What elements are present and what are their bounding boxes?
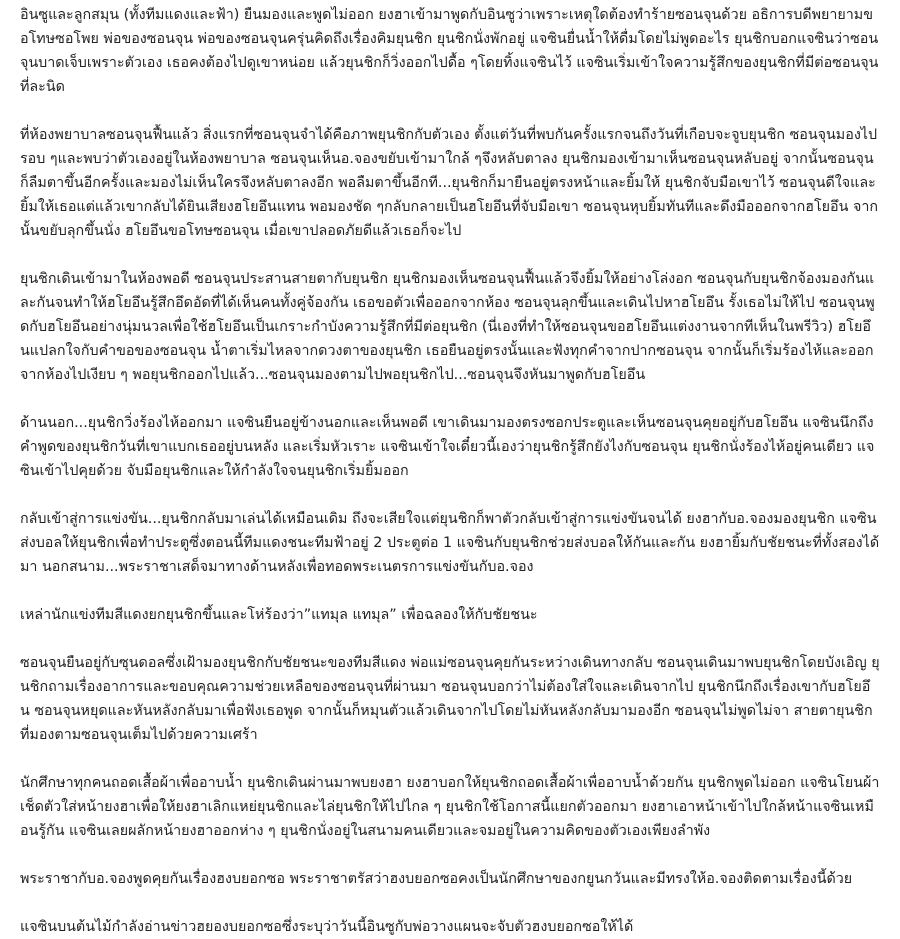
paragraph-6: เหล่านักแข่งทีมสีแดงยกยุนชิกขึ้นและโห่ร้องว่า”แทมุล แทมุล” เพื่อฉลองให้กับชัยชนะ (20, 607, 538, 623)
paragraph-2: ที่ห้องพยาบาลซอนจุนฟื้นแล้ว สิ่งแรกที่ซอนจุนจำได้คือภาพยุนชิกกับตัวเอง ตั้งแต่วันที่พบกันครั้งแรกจนถึงวันที่เกือบจะจูบยุนชิก ซอนจุนมองไปรอบ ๆและพบว่าตัวเองอยู่ในห้องพยาบาล ซอนจุนเห็นอ.จองขยับเข้ามาใกล้ ๆจึงหลับตาลง ยุนชิกมองเข้ามาเห็นซอนจุนหลับอยู่ จากนั้นซอนจุนก็ลืมตาขึ้นอีกครั้งและมองไม่เห็นใครจึงหลับตาลงอีก พอลืมตาขึ้นอีกที...ยุนชิกก็มายืนอยู่ตรงหน้าและยิ้มให้ ยุนชิกจับมือเขาไว้ ซอนจุนดีใจและยิ้มให้เธอแต่แล้วเขากลับได้ยินเสียงฮโยอึนแทน พอมองชัด ๆกลับกลายเป็นฮโยอึนที่จับมือเขา ซอนจุนหุบยิ้มทันทีและดึงมือออกจากฮโยอึน จากนั้นขยับลุกขึ้นนั่ง ฮโยอึนขอโทษซอนจุน เมื่อเขาปลอดภัยดีแล้วเธอก็จะไป (20, 127, 879, 239)
paragraph-1: อินซูและลูกสมุน (ทั้งทีมแดงและฟ้า) ยืนมองและพูดไม่ออก ยงฮาเข้ามาพูดกับอินซูว่าเพราะเหตุใดต้องทำร้ายซอนจุนด้วย อธิการบดีพยายามขอโทษซอโพย พ่อของซอนจุน พ่อของซอนจุนครุ่นคิดถึงเรื่องคิมยุนชิก ยุนชิกนั่งพักอยู่ แจซินยื่นน้ำให้ดื่มโดยไม่พูดอะไร ยุนชิกบอกแจซินว่าซอนจุนบาดเจ็บเพราะตัวเอง เธอคงต้องไปดูเขาหน่อย แล้วยุนชิกก็วิ่งออกไปดื้อ ๆโดยทิ้งแจซินไว้ แจซินเริ่มเข้าใจความรู้สึกของยุนชิกที่มีต่อซอนจุนที่ละนิด (20, 7, 879, 95)
paragraph-7: ซอนจุนยืนอยู่กับซุนดอลซึ่งเฝ้ามองยุนชิกกับชัยชนะของทีมสีแดง พ่อแม่ซอนจุนคุยกันระหว่างเดินทางกลับ ซอนจุนเดินมาพบยุนชิกโดยบังเอิญ ยุนชิกถามเรื่องอาการและขอบคุณความช่วยเหลือของซอนจุนที่ผ่านมา ซอนจุนบอกว่าไม่ต้องใส่ใจและเดินจากไป ยุนชิกนึกถึงเรื่องเขากับฮโยอึน ซอนจุนหยุดและหันหลังกลับมาเพื่อฟังเธอพูด จากนั้นก็หมุนตัวแล้วเดินจากไปโดยไม่หันหลังกลับมามองอีก ซอนจุนไม่พูดไม่จา สายตายุนชิกที่มองตามซอนจุนเต็มไปด้วยความเศร้า (20, 655, 880, 743)
paragraph-8: นักศึกษาทุกคนถอดเสื้อผ้าเพื่ออาบน้ำ ยุนชิกเดินผ่านมาพบยงฮา ยงฮาบอกให้ยุนชิกถอดเสื้อผ้าเพื่ออาบน้ำด้วยกัน ยุนชิกพูดไม่ออก แจซินโยนผ้าเช็ดตัวใส่หน้ายงฮาเพื่อให้ยงฮาเลิกแหย่ยุนชิกและไล่ยุนชิกให้ไปไกล ๆ ยุนชิกใช้โอกาสนี้แยกตัวออกมา ยงฮาเอาหน้าเข้าไปใกล้หน้าแจซินเหมือนรู้กัน แจซินเลยผลักหน้ายงฮาออกห่าง ๆ ยุนชิกนั่งอยู่ในสนามคนเดียวและจมอยู่ในความคิดของตัวเองเพียงลำพัง (20, 775, 880, 839)
paragraph-10: แจซินบนต้นไม้กำลังอ่านข่าวฮยองบยอกซอซึ่งระบุว่าวันนี้อินซูกับพ่อวางแผนจะจับตัวฮงบยอกซอให้ได้ (20, 919, 634, 935)
paragraph-4: ด้านนอก...ยุนชิกวิ่งร้องไห้ออกมา แจซินยืนอยู่ข้างนอกและเห็นพอดี เขาเดินมามองตรงซอกประตูและเห็นซอนจุนคุยอยู่กับฮโยอึน แจซินนึกถึงคำพูดของยุนชิกวันที่เขาแบกเธออยู่บนหลัง และเริ่มหัวเราะ แจซินเข้าใจเดี๋ยวนี้เองว่ายุนชิกรู้สึกยังไงกับซอนจุน ยุนชิกนั่งร้องไห้อยู่คนเดียว แจซินเข้าไปคุยด้วย จับมือยุนชิกและให้กำลังใจจนยุนชิกเริ่มยิ้มออก (20, 415, 875, 479)
paragraph-9: พระราชากับอ.จองพูดคุยกันเรื่องฮงบยอกซอ พระราชาตรัสว่าฮงบยอกซอคงเป็นนักศึกษาของกยูนกวันและมีทรงให้อ.จองติดตามเรื่องนี้ด้วย (20, 871, 853, 887)
paragraph-3: ยุนชิกเดินเข้ามาในห้องพอดี ซอนจุนประสานสายตากับยุนชิก ยุนชิกมองเห็นซอนจุนฟื้นแล้วจึงยิ้มให้อย่างโล่งอก ซอนจุนกับยุนชิกจ้องมองกันและกันจนทำให้ฮโยอึนรู้สึกอึดอัดที่ได้เห็นคนทั้งคู่จ้องกัน เธอขอตัวเพื่อออกจากห้อง ซอนจุนลุกขึ้นและเดินไปหาฮโยอึน รั้งเธอไม่ให้ไป ซอนจุนพูดกับฮโยอึนอย่างนุ่มนวลเพื่อใช้ฮโยอึนเป็นเกราะกำบังความรู้สึกที่มีต่อยุนชิก (นี่เองที่ทำให้ซอนจุนขอฮโยอึนแต่งงานจากทีเห็นในพรีวิว) ฮโยอึนแปลกใจกับคำขอของซอนจุน น้ำตาเริ่มไหลจากดวงตาของยุนชิก เธอยืนอยู่ตรงนั้นและฟังทุกคำจากปากซอนจุน จากนั้นก็เริ่มร้องไห้และออกจากห้องไปเงียบ ๆ พอยุนชิกออกไปแล้ว...ซอนจุนมองตามไปพอยุนชิกไป...ซอนจุนจึงหันมาพูดกับฮโยอึน (20, 271, 875, 383)
paragraph-5: กลับเข้าสู่การแข่งขัน...ยุนชิกกลับมาเล่นได้เหมือนเดิม ถึงจะเสียใจแต่ยุนชิกก็พาตัวกลับเข้าสู่การแข่งขันจนได้ ยงฮากับอ.จองมองยุนชิก แจซินส่งบอลให้ยุนชิกเพื่อทำประตูซึ่งตอนนี้ทีมแดงชนะทีมฟ้าอยู่ 2 ประตูต่อ 1 แจซินกับยุนชิกช่วยส่งบอลให้กันและกัน ยงฮายิ้มกับชัยชนะที่ทั้งสองได้มา นอกสนาม...พระราชาเสด็จมาทางด้านหลังเพื่อทอดพระเนตรการแข่งขันกับอ.จอง (20, 511, 880, 575)
